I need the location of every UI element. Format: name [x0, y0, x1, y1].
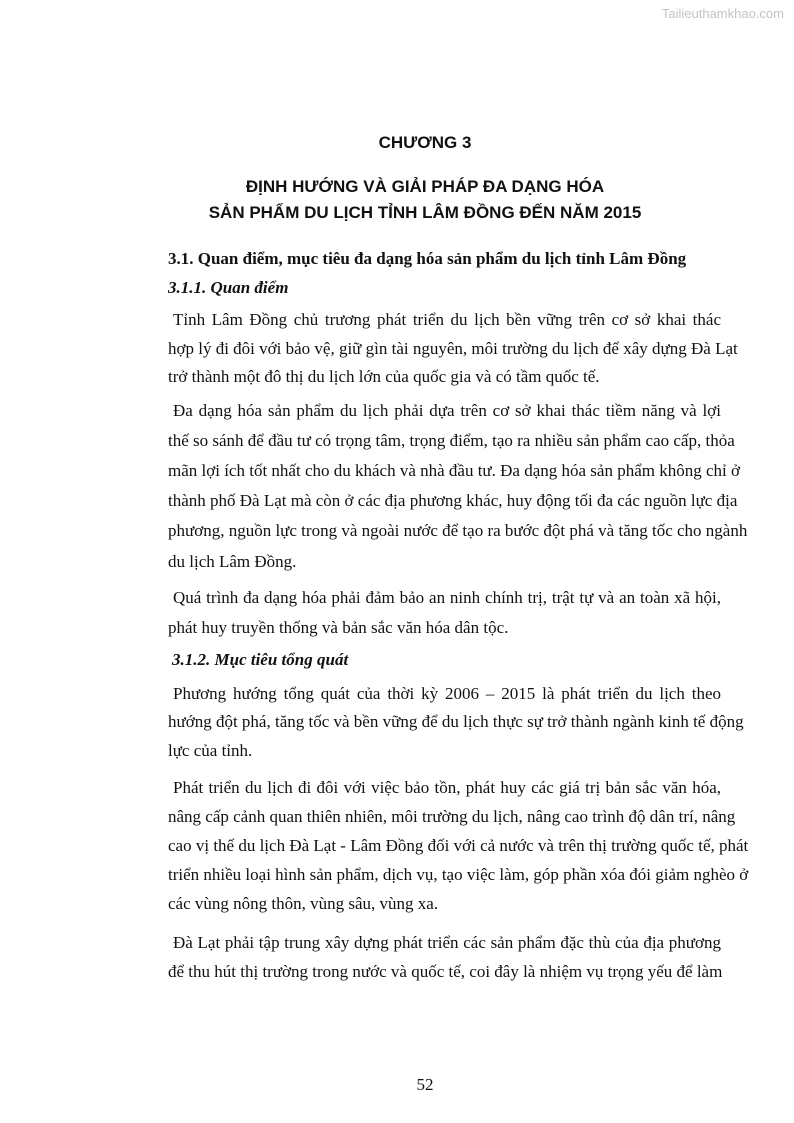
watermark: Tailieuthamkhao.com [661, 6, 784, 21]
paragraph-line: thành phố Đà Lạt mà còn ở các địa phương khác, huy động tối đa các nguồn lực địa [168, 491, 738, 510]
paragraph-line: trở thành một đô thị du lịch lớn của quốc gia và có tầm quốc tế. [168, 367, 600, 386]
paragraph-line: Phương hướng tổng quát của thời kỳ 2006 – 2015 là phát triển du lịch theo [173, 684, 721, 703]
page-number: 52 [416, 1075, 434, 1094]
paragraph-line: các vùng nông thôn, vùng sâu, vùng xa. [168, 894, 439, 913]
section-heading-3-1: 3.1. Quan điểm, mục tiêu đa dạng hóa sản phẩm du lịch tỉnh Lâm Đồng [168, 249, 687, 268]
chapter-heading: CHƯƠNG 3 [378, 133, 472, 152]
paragraph-line: phát huy truyền thống và bản sắc văn hóa dân tộc. [168, 618, 509, 637]
paragraph-line: hợp lý đi đôi với bảo vệ, giữ gìn tài nguyên, môi trường du lịch để xây dựng Đà Lạt [168, 339, 738, 358]
paragraph-line: du lịch Lâm Đồng. [168, 552, 297, 571]
paragraph-line: Quá trình đa dạng hóa phải đảm bảo an ninh chính trị, trật tự và an toàn xã hội, [173, 588, 721, 607]
chapter-title-line: SẢN PHẨM DU LỊCH TỈNH LÂM ĐỒNG ĐẾN NĂM 2015 [208, 203, 642, 222]
paragraph-line: phương, nguồn lực trong và ngoài nước để tạo ra bước đột phá và tăng tốc cho ngành [168, 521, 748, 540]
section-heading-3-1-1: 3.1.1. Quan điểm [168, 278, 289, 297]
paragraph-line: Đa dạng hóa sản phẩm du lịch phải dựa trên cơ sở khai thác tiềm năng và lợi [173, 401, 721, 420]
paragraph-line: lực của tỉnh. [168, 741, 253, 760]
section-heading-3-1-2: 3.1.2. Mục tiêu tổng quát [172, 650, 349, 669]
paragraph-line: triển nhiều loại hình sản phẩm, dịch vụ, tạo việc làm, góp phần xóa đói giảm nghèo ở [168, 865, 749, 884]
paragraph-line: Phát triển du lịch đi đôi với việc bảo tồn, phát huy các giá trị bản sắc văn hóa, [173, 778, 721, 797]
chapter-title-line: ĐỊNH HƯỚNG VÀ GIẢI PHÁP ĐA DẠNG HÓA [245, 177, 605, 196]
paragraph-line: hướng đột phá, tăng tốc và bền vững để du lịch thực sự trở thành ngành kinh tế động [168, 712, 744, 731]
paragraph-line: thế so sánh để đầu tư có trọng tâm, trọng điểm, tạo ra nhiều sản phẩm cao cấp, thỏa [168, 431, 735, 450]
paragraph-line: cao vị thế du lịch Đà Lạt - Lâm Đồng đối với cả nước và trên thị trường quốc tế, phát [168, 836, 749, 855]
paragraph-line: Tỉnh Lâm Đồng chủ trương phát triển du lịch bền vững trên cơ sở khai thác [173, 310, 721, 329]
paragraph-line: mãn lợi ích tốt nhất cho du khách và nhà đầu tư. Đa dạng hóa sản phẩm không chỉ ở [168, 461, 740, 480]
paragraph-line: Đà Lạt phải tập trung xây dựng phát triển các sản phẩm đặc thù của địa phương [173, 933, 721, 952]
paragraph-line: nâng cấp cảnh quan thiên nhiên, môi trường du lịch, nâng cao trình độ dân trí, nâng [168, 807, 736, 826]
paragraph-line: để thu hút thị trường trong nước và quốc tế, coi đây là nhiệm vụ trọng yếu để làm [168, 962, 723, 981]
